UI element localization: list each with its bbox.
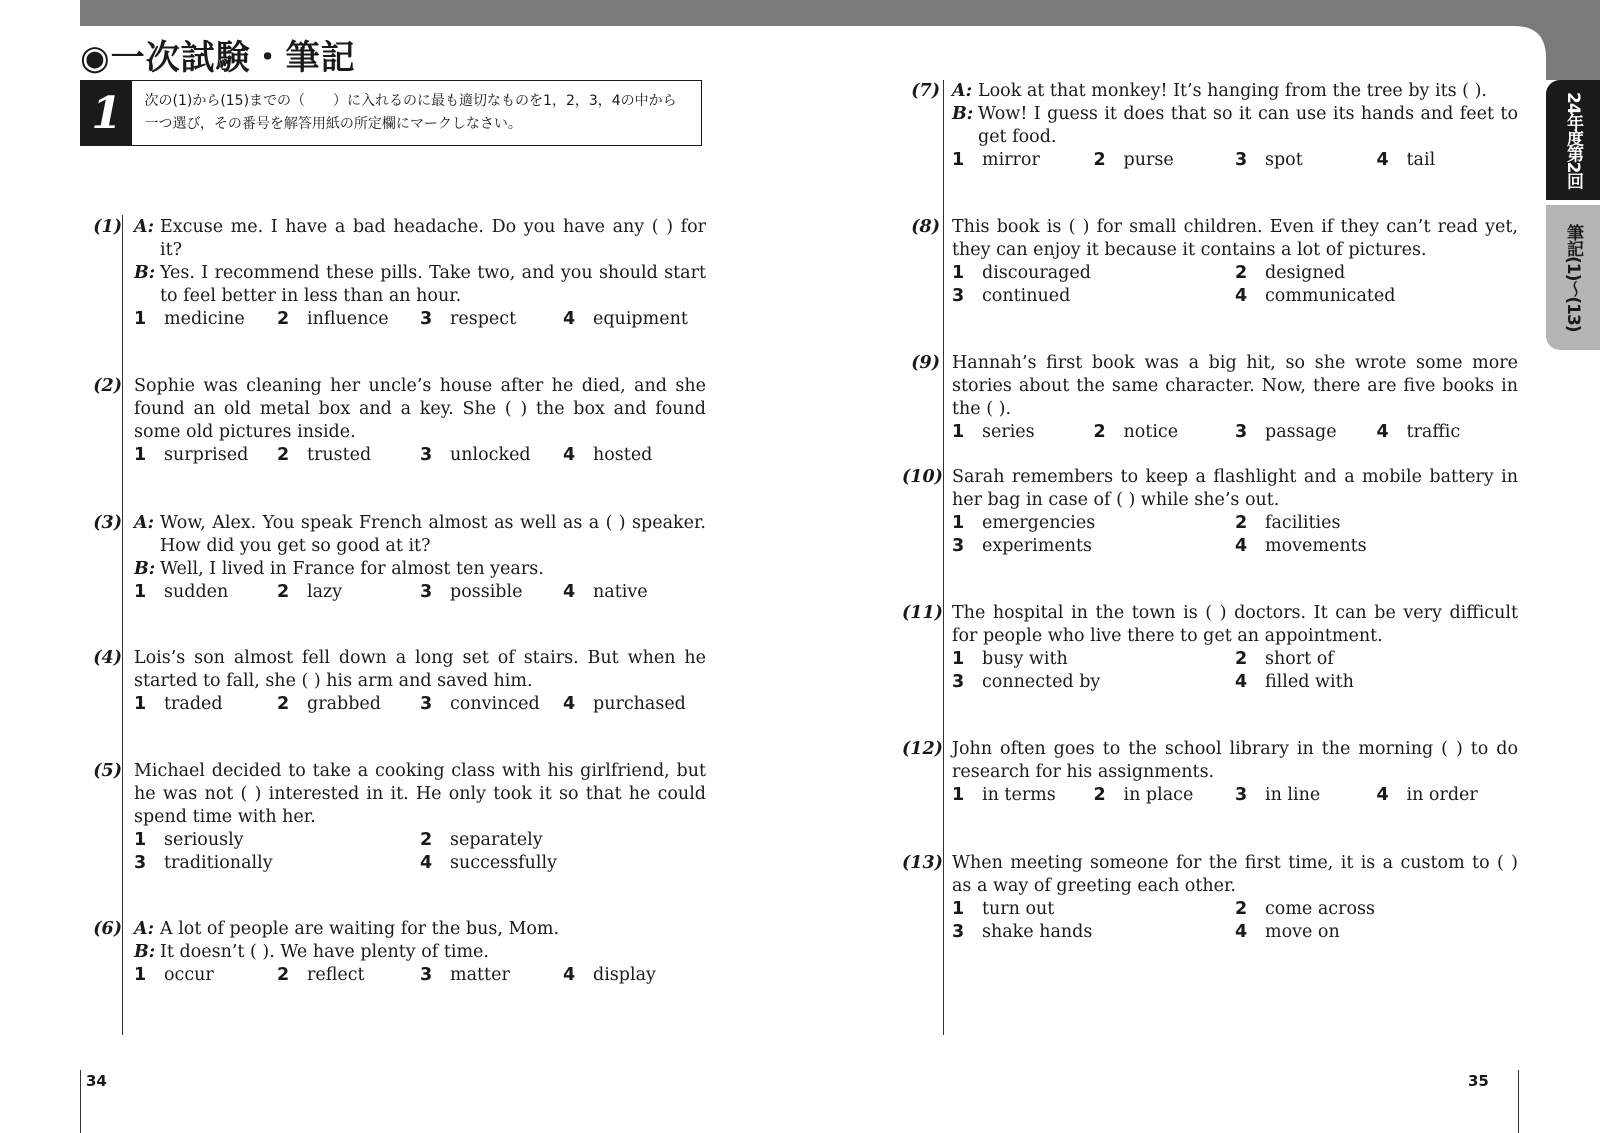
option-text: connected by <box>982 672 1101 692</box>
question-2 <box>84 375 706 467</box>
answer-option[interactable] <box>134 308 277 331</box>
option-text: medicine <box>164 309 245 329</box>
speaker-tag: A: <box>134 217 155 237</box>
option-text: in terms <box>982 785 1056 805</box>
option-number: 2 <box>420 830 433 850</box>
option-text: possible <box>450 582 523 602</box>
speaker-tag: A: <box>952 81 973 101</box>
option-text: move on <box>1265 922 1340 942</box>
option-number: 1 <box>134 694 147 714</box>
question-5 <box>84 760 706 875</box>
question-6 <box>84 918 706 987</box>
option-text: short of <box>1265 649 1334 669</box>
option-text: occur <box>164 965 214 985</box>
answer-option[interactable] <box>1235 512 1518 535</box>
answer-option[interactable] <box>563 693 706 716</box>
answer-option[interactable] <box>1094 149 1236 172</box>
answer-option[interactable] <box>1377 149 1519 172</box>
answer-option[interactable] <box>952 262 1235 285</box>
option-number: 4 <box>1376 150 1389 170</box>
answer-option[interactable] <box>277 444 420 467</box>
option-number: 1 <box>952 785 965 805</box>
question-text: Michael decided to take a cooking class with his girlfriend, but he was not ( ) interested in it. He only took it so that he could spend time with her. <box>134 761 706 827</box>
option-number: 1 <box>952 263 965 283</box>
option-number: 4 <box>563 445 576 465</box>
question-number: (2) <box>93 376 122 396</box>
option-text: movements <box>1265 536 1367 556</box>
question-9 <box>902 352 1518 444</box>
answer-option[interactable] <box>952 648 1235 671</box>
option-text: busy with <box>982 649 1068 669</box>
question-number: (1) <box>93 217 122 237</box>
answer-option[interactable] <box>952 535 1235 558</box>
option-number: 2 <box>277 445 290 465</box>
option-text: successfully <box>450 853 557 873</box>
answer-option[interactable] <box>1235 898 1518 921</box>
option-text: respect <box>450 309 517 329</box>
dialogue-line <box>134 918 706 941</box>
page-rule-right <box>1518 1070 1519 1133</box>
question-text: Hannah’s first book was a big hit, so she wrote some more stories about the same character. Now, there are five books in the ( ). <box>952 353 1518 419</box>
question-text: When meeting someone for the first time, it is a custom to ( ) as a way of greeting each other. <box>952 853 1518 896</box>
answer-option[interactable] <box>1235 648 1518 671</box>
answer-option[interactable] <box>1094 784 1236 807</box>
option-number: 1 <box>134 582 147 602</box>
page-title: ◉一次試験・筆記 <box>80 38 356 78</box>
speaker-tag: B: <box>134 559 156 579</box>
question-11 <box>902 602 1518 694</box>
question-13 <box>902 852 1518 944</box>
answer-option[interactable] <box>134 693 277 716</box>
side-tab-section[interactable] <box>1546 205 1600 350</box>
option-number: 3 <box>1235 785 1248 805</box>
option-text: communicated <box>1265 286 1396 306</box>
option-text: display <box>593 965 656 985</box>
answer-options <box>134 964 706 987</box>
answer-option[interactable] <box>952 784 1094 807</box>
option-text: passage <box>1265 422 1337 442</box>
option-number: 3 <box>420 694 433 714</box>
question-number: (11) <box>902 603 943 623</box>
option-text: purse <box>1123 150 1174 170</box>
question-8 <box>902 216 1518 308</box>
question-dialogue <box>134 512 706 581</box>
answer-option[interactable] <box>420 964 563 987</box>
option-number: 3 <box>952 672 965 692</box>
option-number: 4 <box>1235 922 1248 942</box>
instruction-box <box>80 80 702 146</box>
answer-option[interactable] <box>952 898 1235 921</box>
answer-options <box>134 693 706 716</box>
option-number: 4 <box>563 694 576 714</box>
dialogue-line <box>134 512 706 558</box>
column-rule-left <box>122 215 123 1035</box>
option-text: in order <box>1406 785 1478 805</box>
question-text: This book is ( ) for small children. Even if they can’t read yet, they can enjoy it because it contains a lot of pictures. <box>952 217 1518 260</box>
question-number: (9) <box>911 353 940 373</box>
answer-options <box>134 581 706 604</box>
answer-options <box>134 308 706 331</box>
question-text: Lois’s son almost fell down a long set of stairs. But when he started to fall, she ( ) his arm and saved him. <box>134 648 706 691</box>
option-text: tail <box>1406 150 1436 170</box>
question-text: Sophie was cleaning her uncle’s house after he died, and she found an old metal box and a key. She ( ) the box and found some old pictures inside. <box>134 376 706 442</box>
answer-option[interactable] <box>277 308 420 331</box>
option-number: 4 <box>420 853 433 873</box>
top-bar-curve <box>1490 0 1600 80</box>
option-number: 4 <box>1376 422 1389 442</box>
option-text: in line <box>1265 785 1321 805</box>
option-number: 3 <box>420 445 433 465</box>
answer-option[interactable] <box>1235 421 1377 444</box>
option-number: 1 <box>134 445 147 465</box>
option-number: 2 <box>277 309 290 329</box>
option-number: 3 <box>952 536 965 556</box>
option-number: 4 <box>1235 536 1248 556</box>
answer-options <box>952 648 1518 694</box>
answer-option[interactable] <box>563 964 706 987</box>
dialogue-line <box>134 941 706 964</box>
option-text: traded <box>164 694 223 714</box>
answer-options <box>952 784 1518 807</box>
option-text: separately <box>450 830 543 850</box>
option-number: 1 <box>952 899 965 919</box>
dialogue-text: Well, I lived in France for almost ten years. <box>160 559 544 579</box>
answer-option[interactable] <box>1235 921 1518 944</box>
option-text: grabbed <box>307 694 381 714</box>
question-number: (4) <box>93 648 122 668</box>
option-text: lazy <box>307 582 343 602</box>
question-number: (3) <box>93 513 122 533</box>
dialogue-line <box>134 262 706 308</box>
option-text: native <box>593 582 648 602</box>
option-number: 1 <box>952 649 965 669</box>
option-number: 2 <box>1093 150 1106 170</box>
page-number-right: 35 <box>1468 1072 1489 1090</box>
question-number: (8) <box>911 217 940 237</box>
answer-option[interactable] <box>420 581 563 604</box>
dialogue-text: Look at that monkey! It’s hanging from the tree by its ( ). <box>978 81 1487 101</box>
question-4 <box>84 647 706 716</box>
option-number: 4 <box>563 309 576 329</box>
dialogue-line <box>952 103 1518 149</box>
option-text: surprised <box>164 445 249 465</box>
option-text: spot <box>1265 150 1303 170</box>
answer-options <box>952 512 1518 558</box>
option-number: 2 <box>277 965 290 985</box>
option-text: filled with <box>1265 672 1354 692</box>
dialogue-text: Wow, Alex. You speak French almost as well as a ( ) speaker. How did you get so good at it? <box>160 513 706 556</box>
answer-option[interactable] <box>420 444 563 467</box>
question-12 <box>902 738 1518 807</box>
option-text: convinced <box>450 694 540 714</box>
answer-option[interactable] <box>420 693 563 716</box>
dialogue-line <box>134 216 706 262</box>
question-number: (13) <box>902 853 943 873</box>
question-text: Sarah remembers to keep a flashlight and a mobile battery in her bag in case of ( ) while she’s out. <box>952 467 1518 510</box>
option-number: 2 <box>1235 513 1248 533</box>
answer-option[interactable] <box>1235 535 1518 558</box>
question-10 <box>902 466 1518 558</box>
speaker-tag: B: <box>134 263 156 283</box>
question-1 <box>84 216 706 331</box>
dialogue-text: Yes. I recommend these pills. Take two, and you should start to feel better in less than an hour. <box>160 263 706 306</box>
instruction-number: 1 <box>81 81 132 145</box>
answer-option[interactable] <box>1235 285 1518 308</box>
option-text: designed <box>1265 263 1346 283</box>
speaker-tag: B: <box>952 104 974 124</box>
top-bar <box>80 0 1570 26</box>
question-number: (10) <box>902 467 943 487</box>
dialogue-line <box>952 80 1518 103</box>
instruction-text: 次の(1)から(15)までの（ ）に入れるのに最も適切なものを1，2，3，4の中から一つ選び，その番号を解答用紙の所定欄にマークしなさい。 <box>144 93 677 132</box>
option-number: 1 <box>952 422 965 442</box>
option-text: equipment <box>593 309 688 329</box>
answer-option[interactable] <box>1235 671 1518 694</box>
option-text: traditionally <box>164 853 273 873</box>
option-number: 3 <box>1235 150 1248 170</box>
page-rule-left <box>80 1070 81 1133</box>
option-number: 4 <box>563 582 576 602</box>
answer-option[interactable] <box>277 581 420 604</box>
answer-options <box>134 829 706 875</box>
answer-option[interactable] <box>952 921 1235 944</box>
answer-option[interactable] <box>952 671 1235 694</box>
speaker-tag: B: <box>134 942 156 962</box>
question-number: (6) <box>93 919 122 939</box>
option-number: 3 <box>952 922 965 942</box>
answer-option[interactable] <box>134 852 420 875</box>
question-number: (12) <box>902 739 943 759</box>
answer-options <box>952 149 1518 172</box>
option-number: 3 <box>420 965 433 985</box>
option-number: 3 <box>420 309 433 329</box>
dialogue-text: It doesn’t ( ). We have plenty of time. <box>160 942 489 962</box>
answer-option[interactable] <box>134 581 277 604</box>
answer-option[interactable] <box>420 308 563 331</box>
option-text: facilities <box>1265 513 1341 533</box>
option-text: traffic <box>1406 422 1461 442</box>
question-text: John often goes to the school library in the morning ( ) to do research for his assignments. <box>952 739 1518 782</box>
option-number: 1 <box>134 309 147 329</box>
option-text: turn out <box>982 899 1055 919</box>
answer-option[interactable] <box>1235 262 1518 285</box>
option-number: 2 <box>1235 649 1248 669</box>
option-text: emergencies <box>982 513 1096 533</box>
option-number: 1 <box>134 965 147 985</box>
answer-option[interactable] <box>420 852 706 875</box>
answer-option[interactable] <box>952 285 1235 308</box>
option-number: 1 <box>952 150 965 170</box>
answer-option[interactable] <box>134 444 277 467</box>
option-text: in place <box>1123 785 1194 805</box>
question-dialogue <box>134 216 706 308</box>
option-text: purchased <box>593 694 686 714</box>
option-text: influence <box>307 309 389 329</box>
option-number: 3 <box>420 582 433 602</box>
dialogue-line <box>134 558 706 581</box>
dialogue-text: Wow! I guess it does that so it can use its hands and feet to get food. <box>978 104 1518 147</box>
option-text: series <box>982 422 1035 442</box>
answer-option[interactable] <box>420 829 706 852</box>
answer-option[interactable] <box>134 964 277 987</box>
question-3 <box>84 512 706 604</box>
option-text: hosted <box>593 445 653 465</box>
option-number: 2 <box>277 582 290 602</box>
answer-option[interactable] <box>563 444 706 467</box>
answer-options <box>134 444 706 467</box>
answer-option[interactable] <box>563 308 706 331</box>
dialogue-text: Excuse me. I have a bad headache. Do you have any ( ) for it? <box>160 217 706 260</box>
option-number: 4 <box>1235 672 1248 692</box>
answer-option[interactable] <box>952 149 1094 172</box>
question-7 <box>902 80 1518 172</box>
answer-options <box>952 421 1518 444</box>
speaker-tag: A: <box>134 919 155 939</box>
question-dialogue <box>134 918 706 964</box>
answer-option[interactable] <box>277 693 420 716</box>
answer-option[interactable] <box>1377 421 1519 444</box>
option-text: mirror <box>982 150 1040 170</box>
option-number: 2 <box>1235 263 1248 283</box>
answer-option[interactable] <box>952 421 1094 444</box>
dialogue-text: A lot of people are waiting for the bus, Mom. <box>160 919 560 939</box>
answer-option[interactable] <box>277 964 420 987</box>
option-text: come across <box>1265 899 1375 919</box>
answer-option[interactable] <box>1235 784 1377 807</box>
option-text: experiments <box>982 536 1092 556</box>
option-number: 2 <box>1093 422 1106 442</box>
side-tab-year-label: 24年度第2回 <box>1563 91 1583 189</box>
option-number: 4 <box>563 965 576 985</box>
option-text: seriously <box>164 830 244 850</box>
option-number: 2 <box>1093 785 1106 805</box>
answer-option[interactable] <box>1377 784 1519 807</box>
option-text: shake hands <box>982 922 1093 942</box>
option-number: 1 <box>134 830 147 850</box>
option-text: continued <box>982 286 1071 306</box>
option-number: 3 <box>1235 422 1248 442</box>
option-text: reflect <box>307 965 365 985</box>
side-tab-year[interactable] <box>1546 80 1600 200</box>
option-number: 2 <box>277 694 290 714</box>
option-text: trusted <box>307 445 372 465</box>
answer-option[interactable] <box>952 512 1235 535</box>
question-number: (5) <box>93 761 122 781</box>
option-text: sudden <box>164 582 229 602</box>
answer-option[interactable] <box>1235 149 1377 172</box>
speaker-tag: A: <box>134 513 155 533</box>
answer-option[interactable] <box>134 829 420 852</box>
answer-option[interactable] <box>1094 421 1236 444</box>
option-number: 3 <box>952 286 965 306</box>
option-number: 4 <box>1376 785 1389 805</box>
option-text: unlocked <box>450 445 531 465</box>
answer-options <box>952 898 1518 944</box>
question-text: The hospital in the town is ( ) doctors. It can be very difficult for people who live there to get an appointment. <box>952 603 1518 646</box>
option-number: 2 <box>1235 899 1248 919</box>
option-number: 3 <box>134 853 147 873</box>
page-number-left: 34 <box>86 1072 107 1090</box>
option-number: 1 <box>952 513 965 533</box>
option-text: matter <box>450 965 510 985</box>
option-text: notice <box>1123 422 1179 442</box>
question-number: (7) <box>911 81 940 101</box>
answer-option[interactable] <box>563 581 706 604</box>
question-dialogue <box>952 80 1518 149</box>
option-number: 4 <box>1235 286 1248 306</box>
answer-options <box>952 262 1518 308</box>
option-text: discouraged <box>982 263 1091 283</box>
side-tab-section-label: 筆記(1)〜(13) <box>1563 223 1583 332</box>
